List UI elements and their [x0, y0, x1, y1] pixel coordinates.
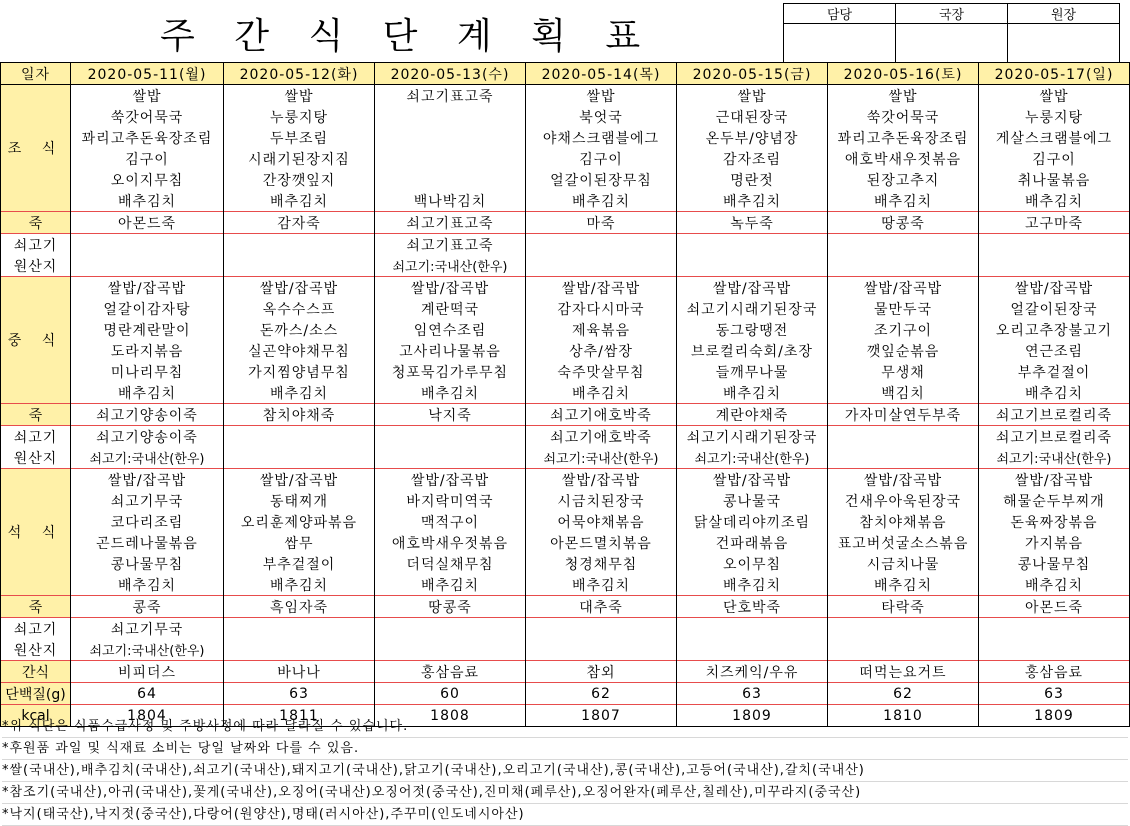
dinner-menu-item: 닭살데리야끼조림 [677, 511, 828, 532]
approval-cell [1008, 24, 1120, 65]
kcal-value: 1809 [979, 705, 1130, 727]
dinner-menu-item: 바지락미역국 [375, 490, 526, 511]
porridge-item: 타락죽 [828, 596, 979, 618]
beef-dish: 쇠고기무국 [71, 618, 224, 640]
breakfast-menu-item: 김구이 [71, 148, 224, 169]
breakfast-menu-item: 게살스크램블에그 [979, 127, 1130, 148]
approval-label: 국장 [896, 4, 1008, 24]
dinner-label: 석 식 [1, 469, 71, 596]
dinner-menu-item: 배추김치 [677, 574, 828, 596]
lunch-menu-item: 명란계란말이 [71, 319, 224, 340]
beef-dish [828, 234, 979, 256]
dinner-menu-item: 코다리조림 [71, 511, 224, 532]
porridge-item: 쇠고기애호박죽 [526, 404, 677, 426]
breakfast-menu-item: 꽈리고추돈육장조림 [71, 127, 224, 148]
lunch-menu-item: 배추김치 [71, 382, 224, 404]
beef-origin [224, 639, 375, 661]
breakfast-menu-item: 취나물볶음 [979, 169, 1130, 190]
porridge-item: 마죽 [526, 212, 677, 234]
porridge-item: 땅콩죽 [375, 596, 526, 618]
beef-dish [979, 234, 1130, 256]
lunch-menu-item: 오리고추장불고기 [979, 319, 1130, 340]
beef-dish: 쇠고기양송이죽 [71, 426, 224, 448]
breakfast-menu-item: 김구이 [526, 148, 677, 169]
breakfast-menu-item: 쌀밥 [979, 85, 1130, 107]
snack-label: 간식 [1, 661, 71, 683]
dinner-menu-item: 건새우아욱된장국 [828, 490, 979, 511]
beef-dish: 쇠고기표고죽 [375, 234, 526, 256]
lunch-menu-item: 임연수조림 [375, 319, 526, 340]
porridge-item: 고구마죽 [979, 212, 1130, 234]
note-line: *후원품 과일 및 식재료 소비는 당일 날짜와 다를 수 있음. [2, 738, 1128, 760]
lunch-menu-item: 청포묵김가루무침 [375, 361, 526, 382]
breakfast-menu-item: 누룽지탕 [224, 106, 375, 127]
beef-origin: 쇠고기:국내산(한우) [979, 447, 1130, 469]
protein-value: 63 [224, 683, 375, 705]
dinner-menu-item: 배추김치 [71, 574, 224, 596]
protein-value: 63 [677, 683, 828, 705]
kcal-value: 1809 [677, 705, 828, 727]
snack-item: 참외 [526, 661, 677, 683]
dinner-menu-item: 어묵야채볶음 [526, 511, 677, 532]
kcal-value: 1811 [224, 705, 375, 727]
breakfast-menu-item: 간장깻잎지 [224, 169, 375, 190]
beef-origin [375, 639, 526, 661]
lunch-menu-item: 동그랑땡전 [677, 319, 828, 340]
protein-value: 62 [828, 683, 979, 705]
snack-item: 홍삼음료 [375, 661, 526, 683]
beef-origin [677, 255, 828, 277]
breakfast-menu-item: 온두부/양념장 [677, 127, 828, 148]
lunch-menu-item: 조기구이 [828, 319, 979, 340]
dinner-menu-item: 쌀밥/잡곡밥 [224, 469, 375, 491]
beef-label: 쇠고기 [1, 426, 71, 448]
lunch-menu-item: 배추김치 [224, 382, 375, 404]
note-line: *쌀(국내산),배추김치(국내산),쇠고기(국내산),돼지고기(국내산),닭고기(국내산),오리고기(국내산),콩(국내산),고등어(국내산),갈치(국내산) [2, 760, 1128, 782]
approval-label: 담당 [784, 4, 896, 24]
beef-dish [375, 618, 526, 640]
porridge-item: 가자미살연두부죽 [828, 404, 979, 426]
porridge-item: 쇠고기양송이죽 [71, 404, 224, 426]
breakfast-menu-item: 시래기된장지짐 [224, 148, 375, 169]
breakfast-menu-item: 쌀밥 [71, 85, 224, 107]
lunch-menu-item: 계란떡국 [375, 298, 526, 319]
beef-dish [526, 234, 677, 256]
lunch-menu-item: 상추/쌈장 [526, 340, 677, 361]
date-header: 2020-05-15(금) [677, 63, 828, 85]
beef-dish: 쇠고기시래기된장국 [677, 426, 828, 448]
dinner-menu-item: 표고버섯굴소스볶음 [828, 532, 979, 553]
kcal-value: 1810 [828, 705, 979, 727]
dinner-menu-item: 더덕실채무침 [375, 553, 526, 574]
beef-dish [526, 618, 677, 640]
date-header: 2020-05-17(일) [979, 63, 1130, 85]
dinner-menu-item: 아몬드멸치볶음 [526, 532, 677, 553]
breakfast-menu-item: 쌀밥 [677, 85, 828, 107]
dinner-menu-item: 쌈무 [224, 532, 375, 553]
lunch-menu-item: 물만두국 [828, 298, 979, 319]
dinner-menu-item: 쌀밥/잡곡밥 [71, 469, 224, 491]
beef-origin [526, 639, 677, 661]
lunch-menu-item: 쌀밥/잡곡밥 [979, 277, 1130, 299]
breakfast-menu-item: 오이지무침 [71, 169, 224, 190]
breakfast-menu-item: 얼갈이된장무침 [526, 169, 677, 190]
breakfast-menu-item: 쇠고기표고죽 [375, 85, 526, 107]
porridge-item: 아몬드죽 [979, 596, 1130, 618]
beef-origin: 쇠고기:국내산(한우) [71, 639, 224, 661]
beef-dish [828, 618, 979, 640]
beef-dish [677, 234, 828, 256]
beef-origin: 쇠고기:국내산(한우) [677, 447, 828, 469]
protein-value: 64 [71, 683, 224, 705]
dinner-menu-item: 배추김치 [979, 574, 1130, 596]
beef-dish [979, 618, 1130, 640]
kcal-value: 1807 [526, 705, 677, 727]
approval-cell [896, 24, 1008, 65]
breakfast-menu-item [375, 127, 526, 148]
dinner-menu-item: 쌀밥/잡곡밥 [526, 469, 677, 491]
protein-label: 단백질(g) [1, 683, 71, 705]
lunch-menu-item: 옥수수스프 [224, 298, 375, 319]
dinner-menu-item: 쌀밥/잡곡밥 [979, 469, 1130, 491]
porridge-label: 죽 [1, 404, 71, 426]
dinner-menu-item: 건파래볶음 [677, 532, 828, 553]
breakfast-menu-item [375, 148, 526, 169]
dinner-menu-item: 콩나물무침 [71, 553, 224, 574]
date-header: 2020-05-13(수) [375, 63, 526, 85]
breakfast-menu-item: 누룽지탕 [979, 106, 1130, 127]
notes [2, 716, 1128, 826]
porridge-label: 죽 [1, 596, 71, 618]
lunch-menu-item: 깻잎순볶음 [828, 340, 979, 361]
breakfast-menu-item: 야채스크램블에그 [526, 127, 677, 148]
porridge-item: 아몬드죽 [71, 212, 224, 234]
lunch-menu-item: 쌀밥/잡곡밥 [526, 277, 677, 299]
breakfast-menu-item: 감자조림 [677, 148, 828, 169]
breakfast-menu-item: 쑥갓어묵국 [71, 106, 224, 127]
snack-item: 바나나 [224, 661, 375, 683]
porridge-item: 계란야채죽 [677, 404, 828, 426]
protein-value: 60 [375, 683, 526, 705]
dinner-menu-item: 콩나물무침 [979, 553, 1130, 574]
dinner-menu-item: 해물순두부찌개 [979, 490, 1130, 511]
breakfast-menu-item: 명란젓 [677, 169, 828, 190]
lunch-menu-item: 배추김치 [375, 382, 526, 404]
breakfast-menu-item: 쌀밥 [526, 85, 677, 107]
origin-label: 원산지 [1, 639, 71, 661]
date-header: 2020-05-14(목) [526, 63, 677, 85]
breakfast-menu-item: 쑥갓어묵국 [828, 106, 979, 127]
beef-origin [828, 639, 979, 661]
beef-dish: 쇠고기애호박죽 [526, 426, 677, 448]
breakfast-menu-item: 배추김치 [828, 190, 979, 212]
beef-origin: 쇠고기:국내산(한우) [375, 255, 526, 277]
lunch-menu-item: 쇠고기시래기된장국 [677, 298, 828, 319]
lunch-menu-item: 연근조림 [979, 340, 1130, 361]
beef-origin [677, 639, 828, 661]
beef-dish: 쇠고기브로컬리죽 [979, 426, 1130, 448]
beef-dish [375, 426, 526, 448]
note-line: *참조기(국내산),아귀(국내산),꽃게(국내산),오징어(국내산)오징어젓(중국산),진미채(페루산),오징어완자(페루산,칠레산),미꾸라지(중국산) [2, 782, 1128, 804]
lunch-menu-item: 감자다시마국 [526, 298, 677, 319]
porridge-item: 쇠고기브로컬리죽 [979, 404, 1130, 426]
approval-label: 원장 [1008, 4, 1120, 24]
breakfast-menu-item [375, 106, 526, 127]
beef-origin [828, 255, 979, 277]
breakfast-menu-item: 근대된장국 [677, 106, 828, 127]
dinner-menu-item: 곤드레나물볶음 [71, 532, 224, 553]
lunch-menu-item: 쌀밥/잡곡밥 [677, 277, 828, 299]
breakfast-menu-item [375, 169, 526, 190]
origin-label: 원산지 [1, 447, 71, 469]
dinner-menu-item: 시금치나물 [828, 553, 979, 574]
breakfast-menu-item: 두부조림 [224, 127, 375, 148]
snack-item: 홍삼음료 [979, 661, 1130, 683]
dinner-menu-item: 가지볶음 [979, 532, 1130, 553]
breakfast-menu-item: 배추김치 [526, 190, 677, 212]
lunch-label: 중 식 [1, 277, 71, 404]
dinner-menu-item: 맥적구이 [375, 511, 526, 532]
porridge-item: 녹두죽 [677, 212, 828, 234]
beef-origin [526, 255, 677, 277]
beef-dish [224, 618, 375, 640]
beef-origin [224, 447, 375, 469]
lunch-menu-item: 얼갈이된장국 [979, 298, 1130, 319]
dinner-menu-item: 시금치된장국 [526, 490, 677, 511]
beef-dish [224, 426, 375, 448]
page-title: 주 간 식 단 계 획 표 [160, 16, 655, 57]
dinner-menu-item: 콩나물국 [677, 490, 828, 511]
lunch-menu-item: 쌀밥/잡곡밥 [375, 277, 526, 299]
lunch-menu-item: 쌀밥/잡곡밥 [828, 277, 979, 299]
beef-origin: 쇠고기:국내산(한우) [71, 447, 224, 469]
beef-origin: 쇠고기:국내산(한우) [526, 447, 677, 469]
beef-dish [71, 234, 224, 256]
snack-item: 떠먹는요거트 [828, 661, 979, 683]
protein-value: 63 [979, 683, 1130, 705]
note-line: *낙지(태국산),낙지젓(중국산),다랑어(원양산),명태(러시아산),주꾸미(인도네시아산) [2, 804, 1128, 826]
dinner-menu-item: 돈육짜장볶음 [979, 511, 1130, 532]
protein-value: 62 [526, 683, 677, 705]
lunch-menu-item: 미나리무침 [71, 361, 224, 382]
beef-origin [375, 447, 526, 469]
lunch-menu-item: 고사리나물볶음 [375, 340, 526, 361]
dinner-menu-item: 쇠고기무국 [71, 490, 224, 511]
lunch-menu-item: 배추김치 [677, 382, 828, 404]
porridge-item: 낙지죽 [375, 404, 526, 426]
breakfast-menu-item: 백나박김치 [375, 190, 526, 212]
beef-dish [828, 426, 979, 448]
kcal-value: 1808 [375, 705, 526, 727]
lunch-menu-item: 브로컬리숙회/초장 [677, 340, 828, 361]
porridge-item: 대추죽 [526, 596, 677, 618]
dinner-menu-item: 배추김치 [828, 574, 979, 596]
snack-item: 치즈케익/우유 [677, 661, 828, 683]
beef-dish [224, 234, 375, 256]
date-header: 2020-05-11(월) [71, 63, 224, 85]
porridge-item: 참치야채죽 [224, 404, 375, 426]
beef-origin [979, 639, 1130, 661]
beef-dish [677, 618, 828, 640]
dinner-menu-item: 참치야채볶음 [828, 511, 979, 532]
date-header-label: 일자 [1, 63, 71, 85]
dinner-menu-item: 애호박새우젓볶음 [375, 532, 526, 553]
dinner-menu-item: 오리훈제양파볶음 [224, 511, 375, 532]
lunch-menu-item: 숙주맛살무침 [526, 361, 677, 382]
kcal-label: kcal [1, 705, 71, 727]
porridge-item: 단호박죽 [677, 596, 828, 618]
dinner-menu-item: 부추겉절이 [224, 553, 375, 574]
lunch-menu-item: 부추겉절이 [979, 361, 1130, 382]
breakfast-menu-item: 북엇국 [526, 106, 677, 127]
dinner-menu-item: 동태찌개 [224, 490, 375, 511]
breakfast-menu-item: 배추김치 [224, 190, 375, 212]
breakfast-label: 조 식 [1, 85, 71, 212]
dinner-menu-item: 배추김치 [526, 574, 677, 596]
porridge-item: 땅콩죽 [828, 212, 979, 234]
beef-label: 쇠고기 [1, 618, 71, 640]
kcal-value: 1804 [71, 705, 224, 727]
dinner-menu-item: 쌀밥/잡곡밥 [828, 469, 979, 491]
breakfast-menu-item: 김구이 [979, 148, 1130, 169]
breakfast-menu-item: 쌀밥 [224, 85, 375, 107]
date-header: 2020-05-12(화) [224, 63, 375, 85]
lunch-menu-item: 쌀밥/잡곡밥 [71, 277, 224, 299]
lunch-menu-item: 얼갈이감자탕 [71, 298, 224, 319]
breakfast-menu-item: 애호박새우젓볶음 [828, 148, 979, 169]
note-line: *위 식단은 식품수급사정 및 주방사정에 따라 달라질 수 있습니다. [2, 716, 1128, 738]
breakfast-menu-item: 된장고추지 [828, 169, 979, 190]
lunch-menu-item: 실곤약야채무침 [224, 340, 375, 361]
origin-label: 원산지 [1, 255, 71, 277]
lunch-menu-item: 가지찜양념무침 [224, 361, 375, 382]
breakfast-menu-item: 꽈리고추돈육장조림 [828, 127, 979, 148]
porridge-item: 콩죽 [71, 596, 224, 618]
porridge-item: 감자죽 [224, 212, 375, 234]
beef-origin [224, 255, 375, 277]
beef-origin [71, 255, 224, 277]
lunch-menu-item: 들깨무나물 [677, 361, 828, 382]
lunch-menu-item: 도라지볶음 [71, 340, 224, 361]
lunch-menu-item: 쌀밥/잡곡밥 [224, 277, 375, 299]
breakfast-menu-item: 배추김치 [979, 190, 1130, 212]
lunch-menu-item: 돈까스/소스 [224, 319, 375, 340]
dinner-menu-item: 청경채무침 [526, 553, 677, 574]
lunch-menu-item: 배추김치 [979, 382, 1130, 404]
approval-cell [784, 24, 896, 65]
dinner-menu-item: 오이무침 [677, 553, 828, 574]
beef-origin [828, 447, 979, 469]
lunch-menu-item: 무생채 [828, 361, 979, 382]
dinner-menu-item: 배추김치 [375, 574, 526, 596]
menu-table [0, 62, 1130, 727]
lunch-menu-item: 백김치 [828, 382, 979, 404]
breakfast-menu-item: 쌀밥 [828, 85, 979, 107]
breakfast-menu-item: 배추김치 [71, 190, 224, 212]
date-header: 2020-05-16(토) [828, 63, 979, 85]
porridge-label: 죽 [1, 212, 71, 234]
lunch-menu-item: 제육볶음 [526, 319, 677, 340]
beef-label: 쇠고기 [1, 234, 71, 256]
snack-item: 비피더스 [71, 661, 224, 683]
lunch-menu-item: 배추김치 [526, 382, 677, 404]
dinner-menu-item: 쌀밥/잡곡밥 [677, 469, 828, 491]
porridge-item: 쇠고기표고죽 [375, 212, 526, 234]
breakfast-menu-item: 배추김치 [677, 190, 828, 212]
beef-origin [979, 255, 1130, 277]
approval-box [783, 3, 1120, 65]
dinner-menu-item: 쌀밥/잡곡밥 [375, 469, 526, 491]
dinner-menu-item: 배추김치 [224, 574, 375, 596]
porridge-item: 흑임자죽 [224, 596, 375, 618]
